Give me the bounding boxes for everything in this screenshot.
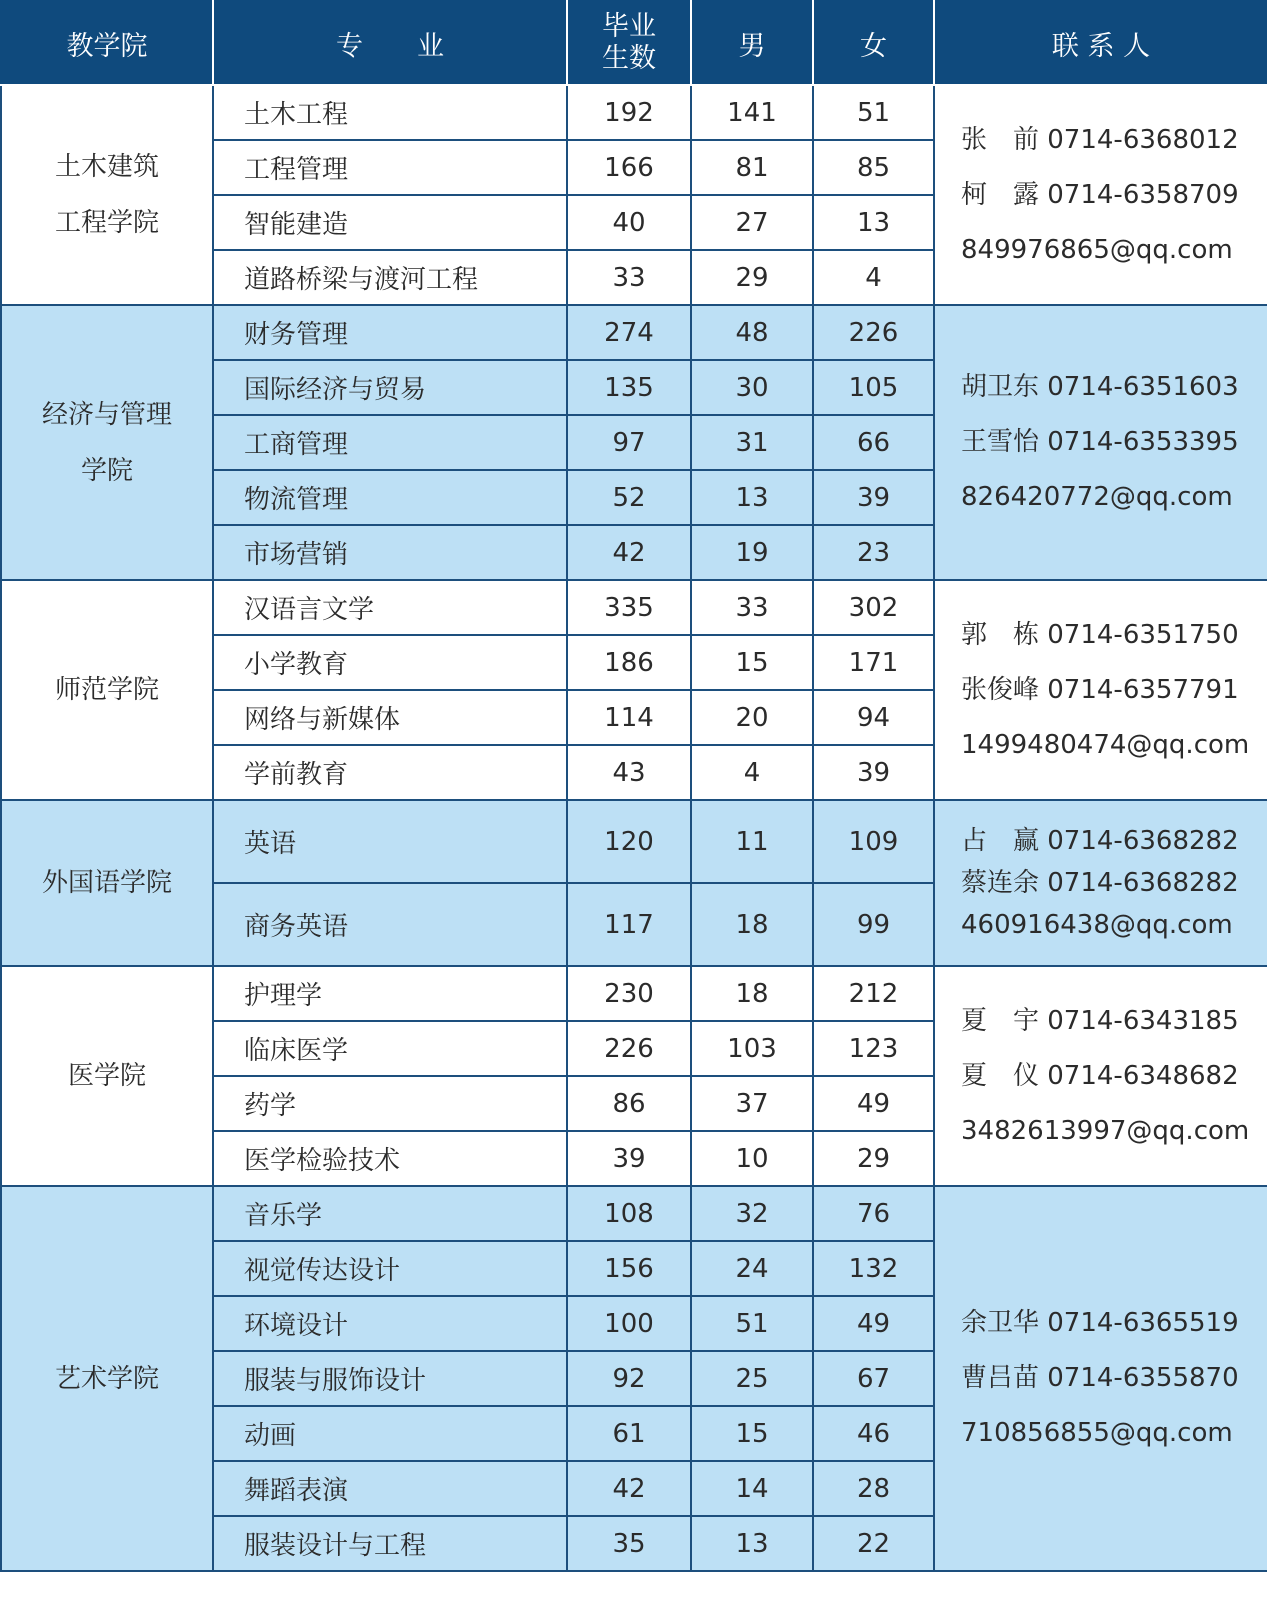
header-graduates-line2: 生数 bbox=[602, 43, 656, 74]
female-cell: 51 bbox=[813, 85, 934, 140]
male-cell: 19 bbox=[691, 525, 813, 580]
female-cell: 67 bbox=[813, 1351, 934, 1406]
male-cell: 18 bbox=[691, 966, 813, 1021]
male-cell: 15 bbox=[691, 635, 813, 690]
graduates-cell: 40 bbox=[567, 195, 691, 250]
male-cell: 48 bbox=[691, 305, 813, 360]
male-cell: 51 bbox=[691, 1296, 813, 1351]
female-cell: 29 bbox=[813, 1131, 934, 1186]
graduates-cell: 42 bbox=[567, 525, 691, 580]
contact-email: 3482613997@qq.com bbox=[961, 1115, 1250, 1146]
male-cell: 15 bbox=[691, 1406, 813, 1461]
major-cell: 学前教育 bbox=[213, 745, 567, 800]
graduates-cell: 274 bbox=[567, 305, 691, 360]
female-cell: 46 bbox=[813, 1406, 934, 1461]
female-cell: 123 bbox=[813, 1021, 934, 1076]
female-cell: 39 bbox=[813, 745, 934, 800]
major-cell: 护理学 bbox=[213, 966, 567, 1021]
graduates-cell: 43 bbox=[567, 745, 691, 800]
major-cell: 市场营销 bbox=[213, 525, 567, 580]
college-name-line: 艺术学院 bbox=[54, 1363, 159, 1394]
major-cell: 商务英语 bbox=[213, 883, 567, 966]
graduates-cell: 226 bbox=[567, 1021, 691, 1076]
contact-person: 柯 露 0714-6358709 bbox=[961, 179, 1239, 210]
contact-person: 夏 仪 0714-6348682 bbox=[961, 1060, 1239, 1091]
graduates-cell: 52 bbox=[567, 470, 691, 525]
header-graduates bbox=[567, 1, 691, 85]
male-cell: 10 bbox=[691, 1131, 813, 1186]
college-cell bbox=[1, 85, 213, 305]
major-cell: 国际经济与贸易 bbox=[213, 360, 567, 415]
female-cell: 94 bbox=[813, 690, 934, 745]
header-college: 教学院 bbox=[1, 1, 213, 85]
graduates-cell: 120 bbox=[567, 800, 691, 883]
graduates-cell: 33 bbox=[567, 250, 691, 305]
header-contact: 联 系 人 bbox=[934, 1, 1267, 85]
female-cell: 171 bbox=[813, 635, 934, 690]
female-cell: 4 bbox=[813, 250, 934, 305]
female-cell: 23 bbox=[813, 525, 934, 580]
major-cell: 工程管理 bbox=[213, 140, 567, 195]
female-cell: 302 bbox=[813, 580, 934, 635]
major-cell: 服装设计与工程 bbox=[213, 1516, 567, 1571]
table-row bbox=[1, 966, 1267, 1021]
major-cell: 财务管理 bbox=[213, 305, 567, 360]
major-cell: 临床医学 bbox=[213, 1021, 567, 1076]
major-cell: 土木工程 bbox=[213, 85, 567, 140]
male-cell: 81 bbox=[691, 140, 813, 195]
male-cell: 31 bbox=[691, 415, 813, 470]
male-cell: 141 bbox=[691, 85, 813, 140]
contact-person: 蔡连余 0714-6368282 bbox=[961, 868, 1239, 898]
header-row bbox=[1, 1, 1267, 85]
female-cell: 22 bbox=[813, 1516, 934, 1571]
male-cell: 13 bbox=[691, 470, 813, 525]
male-cell: 4 bbox=[691, 745, 813, 800]
major-cell: 汉语言文学 bbox=[213, 580, 567, 635]
graduates-cell: 186 bbox=[567, 635, 691, 690]
major-cell: 环境设计 bbox=[213, 1296, 567, 1351]
female-cell: 85 bbox=[813, 140, 934, 195]
contact-cell bbox=[934, 305, 1267, 580]
contact-person: 余卫华 0714-6365519 bbox=[961, 1308, 1239, 1338]
college-cell bbox=[1, 800, 213, 966]
male-cell: 29 bbox=[691, 250, 813, 305]
contact-person: 张俊峰 0714-6357791 bbox=[961, 674, 1239, 705]
contact-cell bbox=[934, 800, 1267, 966]
graduates-cell: 100 bbox=[567, 1296, 691, 1351]
graduates-cell: 61 bbox=[567, 1406, 691, 1461]
male-cell: 25 bbox=[691, 1351, 813, 1406]
male-cell: 14 bbox=[691, 1461, 813, 1516]
college-cell bbox=[1, 305, 213, 580]
table-row bbox=[1, 1186, 1267, 1241]
contact-email: 849976865@qq.com bbox=[961, 234, 1233, 265]
female-cell: 132 bbox=[813, 1241, 934, 1296]
contact-person: 王雪怡 0714-6353395 bbox=[961, 427, 1239, 457]
female-cell: 109 bbox=[813, 800, 934, 883]
contact-person: 胡卫东 0714-6351603 bbox=[961, 372, 1239, 402]
college-name-line: 土木建筑 bbox=[54, 152, 159, 182]
male-cell: 33 bbox=[691, 580, 813, 635]
female-cell: 226 bbox=[813, 305, 934, 360]
table-row bbox=[1, 85, 1267, 140]
contact-cell bbox=[934, 580, 1267, 800]
college-name-line: 医学院 bbox=[67, 1061, 146, 1091]
female-cell: 105 bbox=[813, 360, 934, 415]
graduates-cell: 42 bbox=[567, 1461, 691, 1516]
graduates-cell: 117 bbox=[567, 883, 691, 966]
female-cell: 76 bbox=[813, 1186, 934, 1241]
major-cell: 小学教育 bbox=[213, 635, 567, 690]
graduates-cell: 230 bbox=[567, 966, 691, 1021]
table-body bbox=[1, 85, 1267, 1571]
graduates-cell: 35 bbox=[567, 1516, 691, 1571]
male-cell: 11 bbox=[691, 800, 813, 883]
college-cell bbox=[1, 1186, 213, 1571]
contact-email: 710856855@qq.com bbox=[961, 1418, 1233, 1448]
graduates-cell: 86 bbox=[567, 1076, 691, 1131]
female-cell: 49 bbox=[813, 1296, 934, 1351]
college-name-line: 学院 bbox=[80, 455, 133, 486]
graduates-cell: 135 bbox=[567, 360, 691, 415]
major-cell: 道路桥梁与渡河工程 bbox=[213, 250, 567, 305]
contact-person: 占 赢 0714-6368282 bbox=[961, 826, 1239, 856]
male-cell: 103 bbox=[691, 1021, 813, 1076]
female-cell: 212 bbox=[813, 966, 934, 1021]
major-cell: 物流管理 bbox=[213, 470, 567, 525]
table-row bbox=[1, 305, 1267, 360]
header-graduates-line1: 毕业 bbox=[602, 11, 656, 42]
college-name-line: 外国语学院 bbox=[41, 868, 172, 898]
graduates-cell: 156 bbox=[567, 1241, 691, 1296]
contact-person: 张 前 0714-6368012 bbox=[961, 124, 1239, 155]
contact-cell bbox=[934, 966, 1267, 1186]
contact-email: 1499480474@qq.com bbox=[961, 729, 1250, 760]
male-cell: 32 bbox=[691, 1186, 813, 1241]
female-cell: 49 bbox=[813, 1076, 934, 1131]
college-name-line: 师范学院 bbox=[54, 675, 159, 705]
graduates-cell: 335 bbox=[567, 580, 691, 635]
major-cell: 音乐学 bbox=[213, 1186, 567, 1241]
female-cell: 39 bbox=[813, 470, 934, 525]
table-row bbox=[1, 800, 1267, 883]
male-cell: 37 bbox=[691, 1076, 813, 1131]
graduates-cell: 92 bbox=[567, 1351, 691, 1406]
contact-person: 夏 宇 0714-6343185 bbox=[961, 1005, 1239, 1036]
college-cell bbox=[1, 580, 213, 800]
major-cell: 医学检验技术 bbox=[213, 1131, 567, 1186]
contact-cell bbox=[934, 1186, 1267, 1571]
male-cell: 13 bbox=[691, 1516, 813, 1571]
graduates-cell: 39 bbox=[567, 1131, 691, 1186]
major-cell: 服装与服饰设计 bbox=[213, 1351, 567, 1406]
contact-person: 曹吕苗 0714-6355870 bbox=[961, 1363, 1239, 1393]
table-row bbox=[1, 580, 1267, 635]
contact-person: 郭 栋 0714-6351750 bbox=[961, 619, 1239, 650]
female-cell: 28 bbox=[813, 1461, 934, 1516]
header-male: 男 bbox=[691, 1, 813, 85]
male-cell: 27 bbox=[691, 195, 813, 250]
contact-email: 460916438@qq.com bbox=[961, 910, 1233, 940]
major-cell: 动画 bbox=[213, 1406, 567, 1461]
male-cell: 18 bbox=[691, 883, 813, 966]
graduates-cell: 166 bbox=[567, 140, 691, 195]
college-cell bbox=[1, 966, 213, 1186]
college-name-line: 工程学院 bbox=[54, 208, 159, 238]
male-cell: 30 bbox=[691, 360, 813, 415]
female-cell: 13 bbox=[813, 195, 934, 250]
female-cell: 66 bbox=[813, 415, 934, 470]
contact-cell bbox=[934, 85, 1267, 305]
contact-email: 826420772@qq.com bbox=[961, 482, 1233, 512]
table-header bbox=[1, 1, 1267, 85]
header-major: 专 业 bbox=[213, 1, 567, 85]
male-cell: 24 bbox=[691, 1241, 813, 1296]
major-cell: 舞蹈表演 bbox=[213, 1461, 567, 1516]
major-cell: 药学 bbox=[213, 1076, 567, 1131]
female-cell: 99 bbox=[813, 883, 934, 966]
graduates-cell: 108 bbox=[567, 1186, 691, 1241]
graduates-cell: 192 bbox=[567, 85, 691, 140]
major-cell: 智能建造 bbox=[213, 195, 567, 250]
graduates-cell: 114 bbox=[567, 690, 691, 745]
graduates-cell: 97 bbox=[567, 415, 691, 470]
college-name-line: 经济与管理 bbox=[41, 399, 172, 430]
male-cell: 20 bbox=[691, 690, 813, 745]
major-cell: 英语 bbox=[213, 800, 567, 883]
header-female: 女 bbox=[813, 1, 934, 85]
major-cell: 网络与新媒体 bbox=[213, 690, 567, 745]
major-cell: 视觉传达设计 bbox=[213, 1241, 567, 1296]
major-cell: 工商管理 bbox=[213, 415, 567, 470]
